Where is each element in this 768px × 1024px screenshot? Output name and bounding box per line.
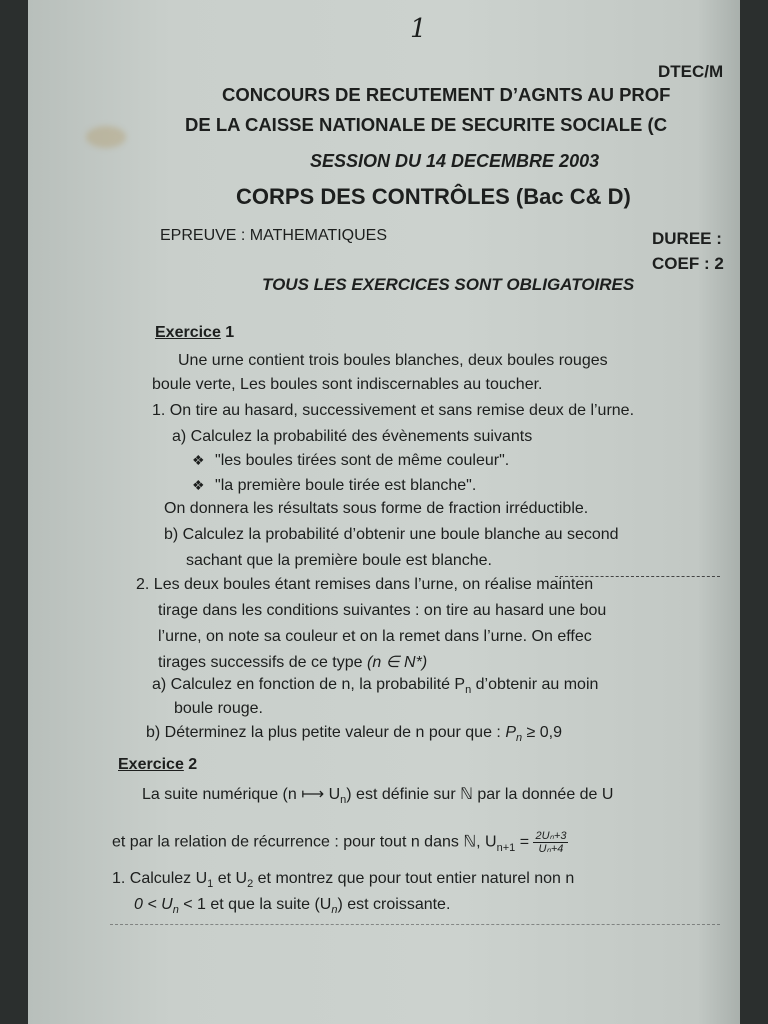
header-line-2: DE LA CAISSE NATIONALE DE SECURITE SOCIALE (C	[185, 114, 668, 135]
paper-stain	[86, 126, 126, 148]
page-number-mark: 1	[410, 14, 427, 44]
reference-code: DTEC/M	[658, 62, 724, 81]
ex1-question-1b-line-1: b) Calculez la probabilité d’obtenir une boule blanche au second	[164, 526, 619, 543]
bottom-dashed-line	[110, 924, 720, 925]
ex1-event-1-text: "les boules tirées sont de même couleur".	[215, 452, 510, 469]
ex2-q1-ineq-end: ) est croissante.	[337, 896, 451, 913]
ex1-q2b-text: b) Déterminez la plus petite valeur de n pour que :	[146, 724, 506, 741]
ex1-q2a-text: a) Calculez en fonction de n, la probabilité P	[152, 676, 466, 693]
corps-title: CORPS DES CONTRÔLES (Bac C& D)	[236, 184, 631, 209]
ex1-q2b-subscript: n	[515, 732, 523, 745]
obligatoire-notice: TOUS LES EXERCICES SONT OBLIGATOIRES	[262, 275, 635, 294]
ex2-intro-text-end: ) est définie sur ℕ par la donnée de U	[346, 786, 614, 803]
ex1-question-2b	[146, 724, 562, 744]
duree-label: DUREE :	[652, 229, 722, 248]
ex2-q1-text: 1. Calculez U	[112, 870, 208, 887]
ex1-note: On donnera les résultats sous forme de fraction irréductible.	[164, 500, 589, 517]
ex1-event-1	[192, 452, 509, 470]
ex2-q1-seq-subscript: n	[331, 904, 338, 917]
fraction-denominator: Uₙ+4	[538, 843, 564, 855]
header-line-1: CONCOURS DE RECUTEMENT D’AGNTS AU PROF	[222, 84, 671, 105]
ex1-question-1a: a) Calculez la probabilité des évènements suivants	[172, 428, 533, 445]
ex1-q2b-symbol: P	[505, 724, 516, 741]
epreuve-label: EPREUVE : MATHEMATIQUES	[160, 227, 387, 244]
ex1-intro-line-1: Une urne contient trois boules blanches, deux boules rouges	[178, 352, 608, 369]
ex2-q1-subscript-2: 2	[247, 878, 254, 891]
ex1-question-2-line-4	[158, 652, 427, 672]
coef-label: COEF : 2	[652, 254, 724, 273]
ex2-intro-text: La suite numérique (n ⟼ U	[142, 786, 341, 803]
ex1-intro-line-2: boule verte, Les boules sont indiscernables au toucher.	[152, 376, 543, 393]
exercice-2-title	[118, 756, 197, 774]
exercice-1-number: 1	[220, 324, 235, 341]
ex2-q1-ineq-start: 0 < U	[134, 896, 173, 913]
ex2-intro-line-1	[142, 784, 613, 806]
ex1-question-2-line-2: tirage dans les conditions suivantes : on tire au hasard une bou	[158, 602, 607, 619]
ex2-question-1-line-2	[134, 896, 450, 916]
ex1-q2a-text-end: d’obtenir au moin	[471, 676, 599, 693]
diamond-bullet-icon: ❖	[192, 452, 205, 468]
ex2-q1-ineq-subscript: n	[172, 904, 179, 917]
ex1-q2-line-4-text: tirages successifs de ce type	[158, 654, 367, 671]
exercice-1-word: Exercice	[155, 324, 221, 341]
ex1-question-2-line-3: l’urne, on note sa couleur et on la remet dans l’urne. On effec	[158, 628, 592, 645]
fraction-numerator: 2Uₙ+3	[535, 830, 567, 842]
ex1-q2-line-4-math: (n ∈ N*)	[366, 654, 428, 671]
ex2-q1-text-mid: et U	[213, 870, 248, 887]
ex1-question-1: 1. On tire au hasard, successivement et sans remise deux de l’urne.	[152, 402, 635, 419]
ex2-q1-text-end: et montrez que pour tout entier naturel non n	[253, 870, 575, 887]
ex1-question-2a-line-1	[152, 676, 598, 696]
ex2-q1-ineq-mid: < 1 et que la suite (U	[178, 896, 332, 913]
exercice-1-title	[155, 324, 234, 342]
ex1-event-2	[192, 477, 476, 495]
ex2-q1-subscript-1: 1	[207, 878, 214, 891]
ex2-recurrence-text: et par la relation de récurrence : pour tout n dans ℕ, U	[112, 833, 497, 851]
ex1-event-2-text: "la première boule tirée est blanche".	[215, 477, 477, 494]
ex1-question-2-line-1: 2. Les deux boules étant remises dans l’urne, on réalise mainten	[136, 576, 594, 593]
ex2-equals: =	[515, 833, 534, 851]
ex1-q2a-subscript: n	[465, 684, 472, 697]
ex1-q2b-inequality: ≥ 0,9	[522, 724, 563, 741]
ex2-intro-subscript: n	[340, 794, 347, 807]
ex2-question-1-line-1	[112, 870, 574, 890]
ex2-recurrence-subscript: n+1	[496, 841, 516, 854]
exercice-2-word: Exercice	[118, 756, 184, 773]
session-date: SESSION DU 14 DECEMBRE 2003	[310, 151, 600, 171]
exercice-2-number: 2	[183, 756, 198, 773]
ex1-question-1b-line-2: sachant que la première boule est blanche.	[186, 552, 492, 569]
diamond-bullet-icon: ❖	[192, 477, 205, 493]
ex2-intro-line-2	[112, 830, 568, 855]
ex2-recurrence-fraction	[533, 830, 568, 855]
ex1-question-2a-line-2: boule rouge.	[174, 700, 263, 717]
